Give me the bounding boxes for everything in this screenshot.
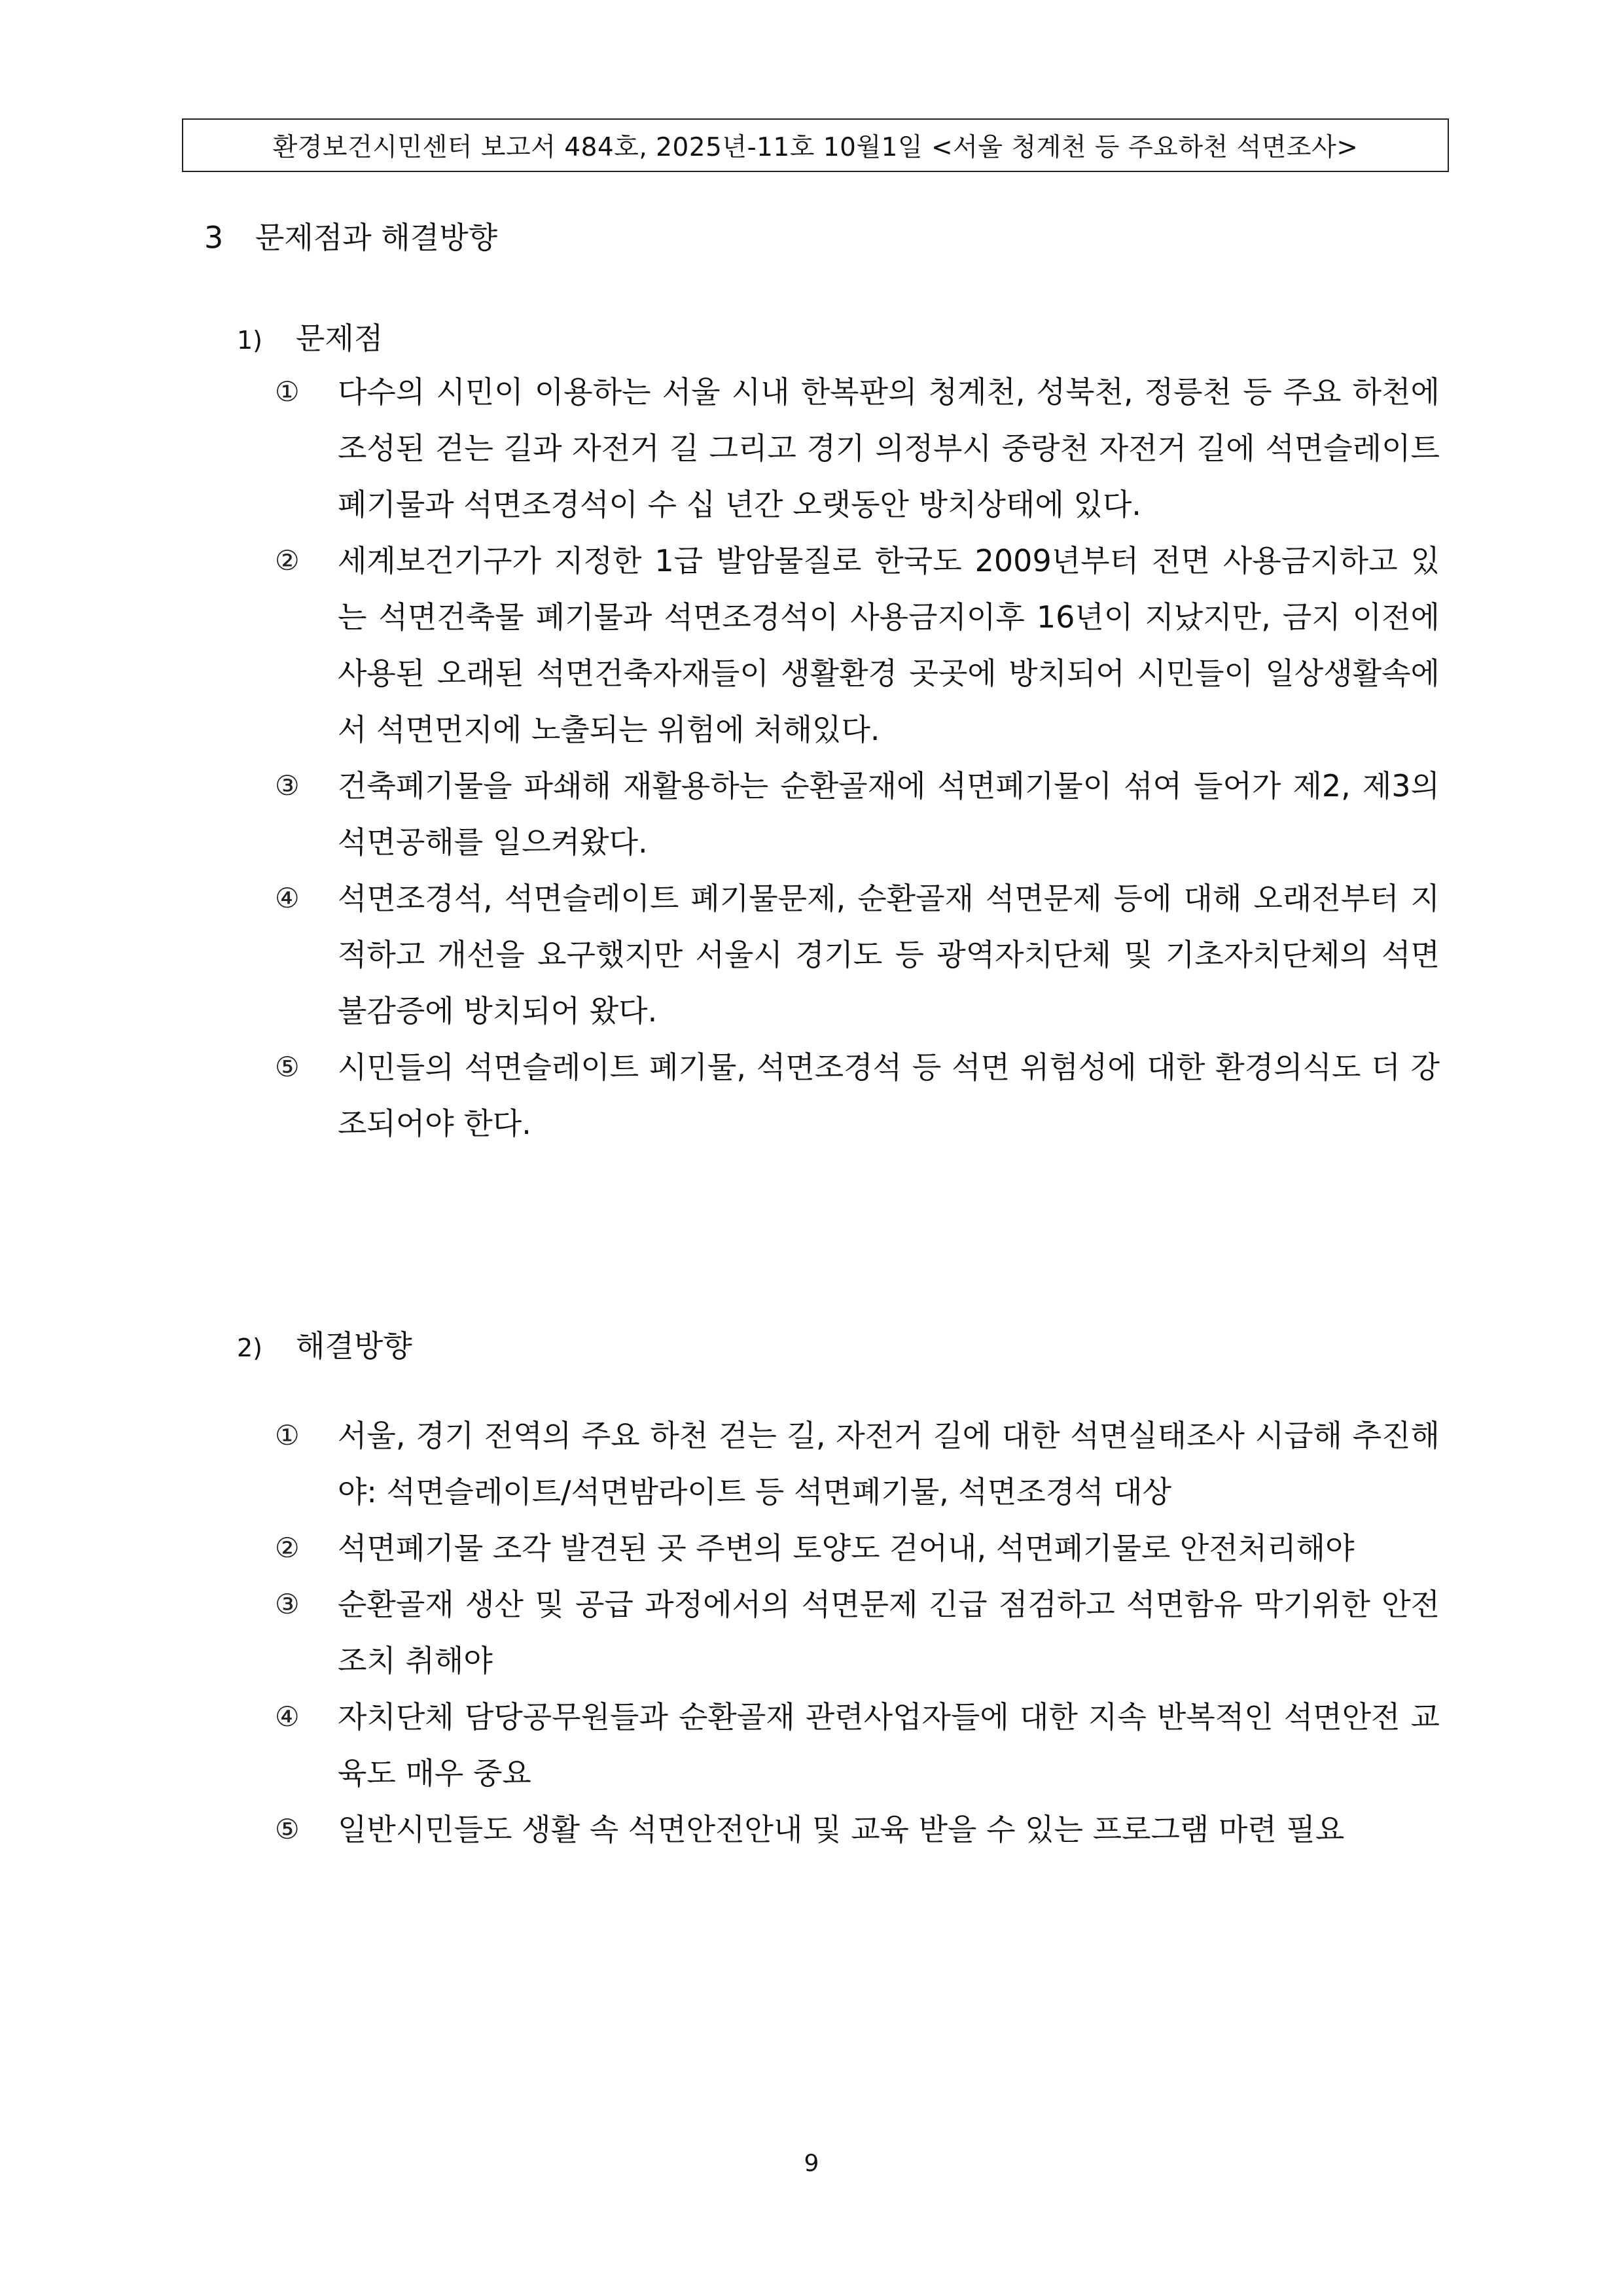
problem-item	[275, 364, 1440, 533]
problem-item-text: 시민들의 석면슬레이트 폐기물, 석면조경석 등 석면 위험성에 대한 환경의식도 더 강조되어야 한다.	[338, 1050, 1440, 1141]
problem-item	[275, 758, 1440, 870]
solutions-heading	[237, 1322, 412, 1366]
section-heading	[204, 214, 497, 257]
section-title: 문제점과 해결방향	[255, 220, 498, 255]
problem-item-text: 석면조경석, 석면슬레이트 폐기물문제, 순환골재 석면문제 등에 대해 오래전부터 지적하고 개선을 요구했지만 서울시 경기도 등 광역자치단체 및 기초자치단체의 석면불감증에 방치되어 왔다.	[338, 881, 1440, 1029]
problem-item-text: 건축폐기물을 파쇄해 재활용하는 순환골재에 석면폐기물이 섞여 들어가 제2, 제3의 석면공해를 일으켜왔다.	[338, 768, 1440, 860]
problems-list	[275, 364, 1440, 1152]
solutions-number: 2)	[237, 1333, 263, 1362]
problems-heading	[237, 315, 383, 358]
report-header-text: 환경보건시민센터 보고서 484호, 2025년-11호 10월1일 <서울 청계천 등 주요하천 석면조사>	[272, 133, 1359, 162]
page-number: 9	[804, 2150, 819, 2177]
solution-item-text: 순환골재 생산 및 공급 과정에서의 석면문제 긴급 점검하고 석면함유 막기위한 안전조치 취해야	[338, 1587, 1440, 1678]
circled-number-4: ④	[275, 1701, 300, 1733]
problems-title: 문제점	[296, 321, 383, 356]
circled-number-5: ⑤	[275, 1813, 300, 1845]
circled-number-1: ①	[275, 1419, 300, 1451]
problem-item	[275, 1039, 1440, 1152]
circled-number-3: ③	[275, 769, 300, 802]
circled-number-5: ⑤	[275, 1051, 300, 1083]
solution-item-text: 서울, 경기 전역의 주요 하천 걷는 길, 자전거 길에 대한 석면실태조사 시급해 추진해야: 석면슬레이트/석면밤라이트 등 석면폐기물, 석면조경석 대상	[338, 1418, 1440, 1510]
problems-number: 1)	[237, 326, 263, 355]
report-header	[182, 118, 1449, 172]
solution-item	[275, 1520, 1440, 1576]
circled-number-2: ②	[275, 544, 300, 576]
solution-item	[275, 1689, 1440, 1801]
problem-item	[275, 533, 1440, 758]
solution-item-text: 자치단체 담당공무원들과 순환골재 관련사업자들에 대한 지속 반복적인 석면안전 교육도 매우 중요	[338, 1699, 1440, 1791]
circled-number-2: ②	[275, 1532, 300, 1564]
section-number: 3	[204, 220, 224, 255]
problem-item-text: 세계보건기구가 지정한 1급 발암물질로 한국도 2009년부터 전면 사용금지하고 있는 석면건축물 폐기물과 석면조경석이 사용금지이후 16년이 지났지만, 금지 이전에 사용된 오래된 석면건축자재들이 생활환경 곳곳에 방치되어 시민들이 일상생활속에서 석면먼지에 노출되는 위험에 처해있다.	[338, 543, 1440, 747]
solution-item	[275, 1801, 1440, 1858]
solution-item-text: 석면폐기물 조각 발견된 곳 주변의 토양도 걷어내, 석면폐기물로 안전처리해야	[338, 1530, 1355, 1566]
problem-item-text: 다수의 시민이 이용하는 서울 시내 한복판의 청계천, 성북천, 정릉천 등 주요 하천에 조성된 걷는 길과 자전거 길 그리고 경기 의정부시 중랑천 자전거 길에 석면슬레이트 폐기물과 석면조경석이 수 십 년간 오랫동안 방치상태에 있다.	[338, 374, 1440, 522]
solution-item	[275, 1407, 1440, 1520]
solutions-title: 해결방향	[296, 1328, 412, 1364]
solution-item-text: 일반시민들도 생활 속 석면안전안내 및 교육 받을 수 있는 프로그램 마련 필요	[338, 1812, 1345, 1847]
problem-item	[275, 870, 1440, 1039]
circled-number-3: ③	[275, 1588, 300, 1620]
solutions-list	[275, 1407, 1440, 1858]
circled-number-4: ④	[275, 882, 300, 914]
circled-number-1: ①	[275, 376, 300, 408]
solution-item	[275, 1576, 1440, 1689]
